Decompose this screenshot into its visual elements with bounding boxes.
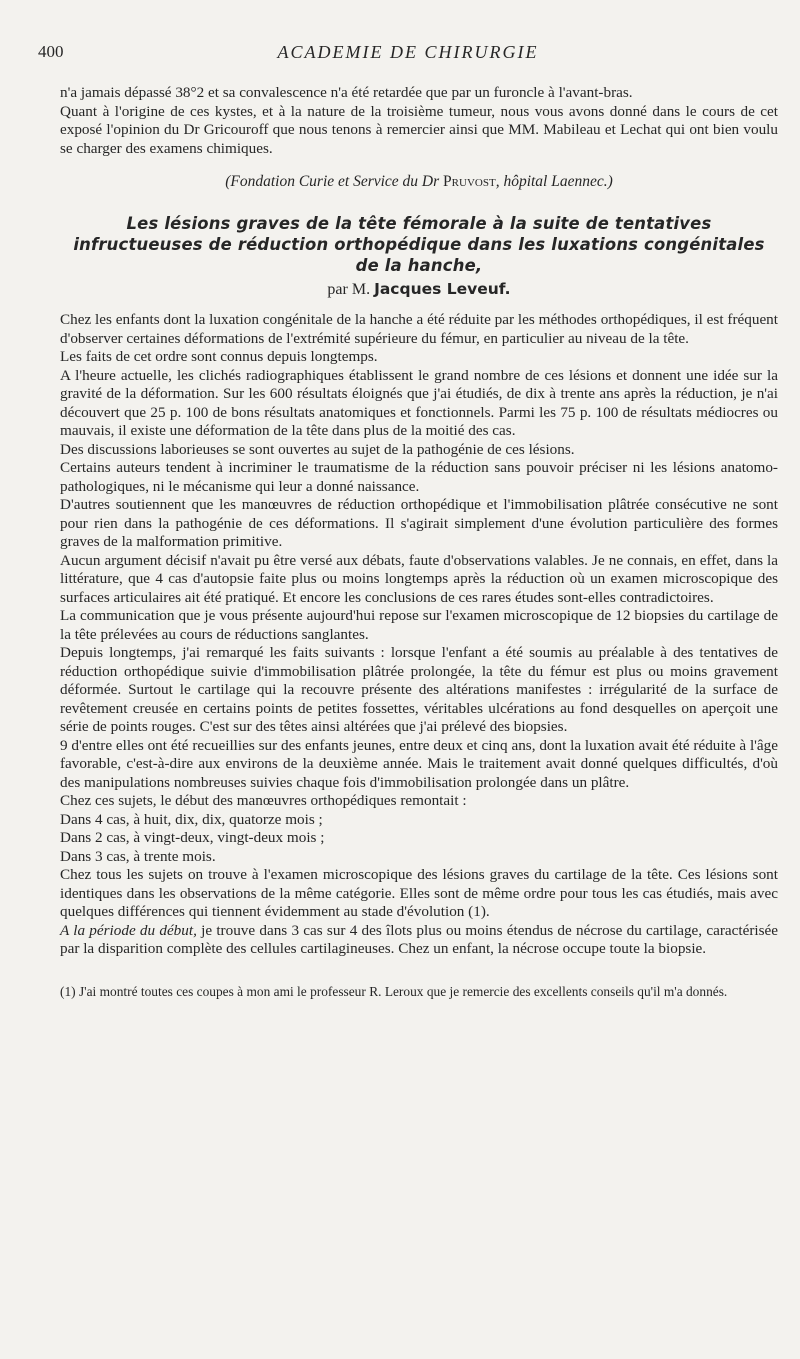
attribution-line bbox=[60, 172, 778, 191]
list-item: Dans 2 cas, à vingt-deux, vingt-deux mois ; bbox=[60, 829, 325, 846]
attribution-close: , hôpital Laennec.) bbox=[495, 173, 613, 190]
body-paragraph: A l'heure actuelle, les clichés radiographiques établissent le grand nombre de ces lésions et donnent une idée sur la gravité de la déformation. Sur les 600 résultats éloignés que j'ai étudiés, de dix à trente ans après la réduction, je n'ai découvert que 25 p. 100 de bons résultats anatomiques et fonctionnels. Parmi les 75 p. 100 de résultats médiocres ou mauvais, il existe une déformation de la tête dans plus de la moitié des cas. bbox=[60, 366, 778, 439]
body-paragraph: Aucun argument décisif n'avait pu être versé aux débats, faute d'observations valables. Je ne connais, en effet, dans la littérature, que 4 cas d'autopsie faite plus ou moins longtemps après la réduction où un examen microscopique des surfaces articulaires ait été pratiqué. Et encore les conclusions de ces rares études sont-elles contradictoires. bbox=[60, 551, 778, 606]
body-paragraph: La communication que je vous présente aujourd'hui repose sur l'examen microscopique de 12 biopsies du cartilage de la tête prélevées au cours de réductions sanglantes. bbox=[60, 607, 778, 643]
attribution-name: Pruvost bbox=[443, 173, 496, 190]
body-paragraph: Quant à l'origine de ces kystes, et à la nature de la troisième tumeur, nous vous avons donné dans le cours de cet exposé l'opinion du Dr Gricouroff que nous tenons à remercier ainsi que MM. Mabileau et Lechat qui ont bien voulu se charger des examens chimiques. bbox=[60, 102, 778, 157]
page-body bbox=[60, 84, 778, 1000]
page-number: 400 bbox=[38, 42, 64, 61]
article-title: Les lésions graves de la tête fémorale à la suite de tentatives infructueuses de réduction orthopédique dans les luxations congénitales de la hanche, bbox=[73, 214, 765, 275]
page-header bbox=[38, 42, 778, 66]
list-item: Dans 3 cas, à trente mois. bbox=[60, 847, 216, 865]
body-paragraph: Des discussions laborieuses se sont ouvertes au sujet de la pathogénie de ces lésions. bbox=[60, 440, 575, 458]
attribution-open: (Fondation Curie et Service du Dr bbox=[225, 173, 444, 190]
paragraph-rest: je trouve dans 3 cas sur 4 des îlots plus ou moins étendus de nécrose du cartilage, caractérisée par la disparition complète des cellules cartilagineuses. Chez un enfant, la nécrose occupe toute la biopsie. bbox=[60, 921, 778, 957]
body-paragraph bbox=[60, 922, 778, 959]
author-name: Jacques Leveuf. bbox=[374, 280, 511, 298]
body-paragraph: Chez les enfants dont la luxation congénitale de la hanche a été réduite par les méthodes orthopédiques, il est fréquent d'observer certaines déformations de l'extrémité supérieure du fémur, en particulier au niveau de la tête. bbox=[60, 311, 778, 347]
body-paragraph: n'a jamais dépassé 38°2 et sa convalescence n'a été retardée que par un furoncle à l'avant-bras. bbox=[60, 84, 633, 101]
italic-lead: A la période du début, bbox=[60, 921, 197, 939]
body-paragraph: D'autres soutiennent que les manœuvres de réduction orthopédique et l'immobilisation plâtrée consécutive ne sont pour rien dans la pathogénie de ces déformations. Il s'agirait simplement d'une évolution particulière des formes graves de la malformation primitive. bbox=[60, 496, 778, 550]
body-paragraph: Chez tous les sujets on trouve à l'examen microscopique des lésions graves du cartilage de la tête. Ces lésions sont identiques dans les observations de la même catégorie. Elles sont de même ordre pour tous les cas étudiés, mais avec quelques différences qui tiennent évidemment au stade d'évolution (1). bbox=[60, 866, 778, 920]
body-paragraph: Chez ces sujets, le début des manœuvres orthopédiques remontait : bbox=[60, 792, 467, 809]
byline-prefix: par M. bbox=[327, 281, 375, 298]
body-paragraph: 9 d'entre elles ont été recueillies sur des enfants jeunes, entre deux et cinq ans, dont la luxation avait été réduite à l'âge favorable, c'est-à-dire aux environs de la deuxième année. Mais le traitement avait donné quelques difficultés, d'où des manipulations nombreuses suivies chaque fois d'immobilisation prolongée dans un plâtre. bbox=[60, 736, 778, 791]
list-item: Dans 4 cas, à huit, dix, dix, quatorze mois ; bbox=[60, 810, 323, 828]
body-paragraph: Les faits de cet ordre sont connus depuis longtemps. bbox=[60, 348, 378, 365]
footnote: (1) J'ai montré toutes ces coupes à mon ami le professeur R. Leroux que je remercie des excellents conseils qu'il m'a donnés. bbox=[60, 983, 728, 999]
body-paragraph: Depuis longtemps, j'ai remarqué les faits suivants : lorsque l'enfant a été soumis au préalable à des tentatives de réduction orthopédique suivie d'immobilisation plâtrée prolongée, la tête du fémur est plus ou moins gravement déformée. Surtout le cartilage qui la recouvre présente des altérations manifestes : irrégularité de la surface de revêtement creusée en certains points de petites fossettes, véritables ulcérations au fond desquelles on aperçoit une série de points rouges. C'est sur des têtes ainsi altérées que j'ai prélevé des biopsies. bbox=[60, 644, 778, 735]
body-paragraph: Certains auteurs tendent à incriminer le traumatisme de la réduction sans pouvoir préciser ni les lésions anatomo-pathologiques, ni le mécanisme qui leur a donné naissance. bbox=[60, 459, 778, 495]
running-title: ACADEMIE DE CHIRURGIE bbox=[277, 42, 539, 62]
byline bbox=[60, 280, 778, 299]
